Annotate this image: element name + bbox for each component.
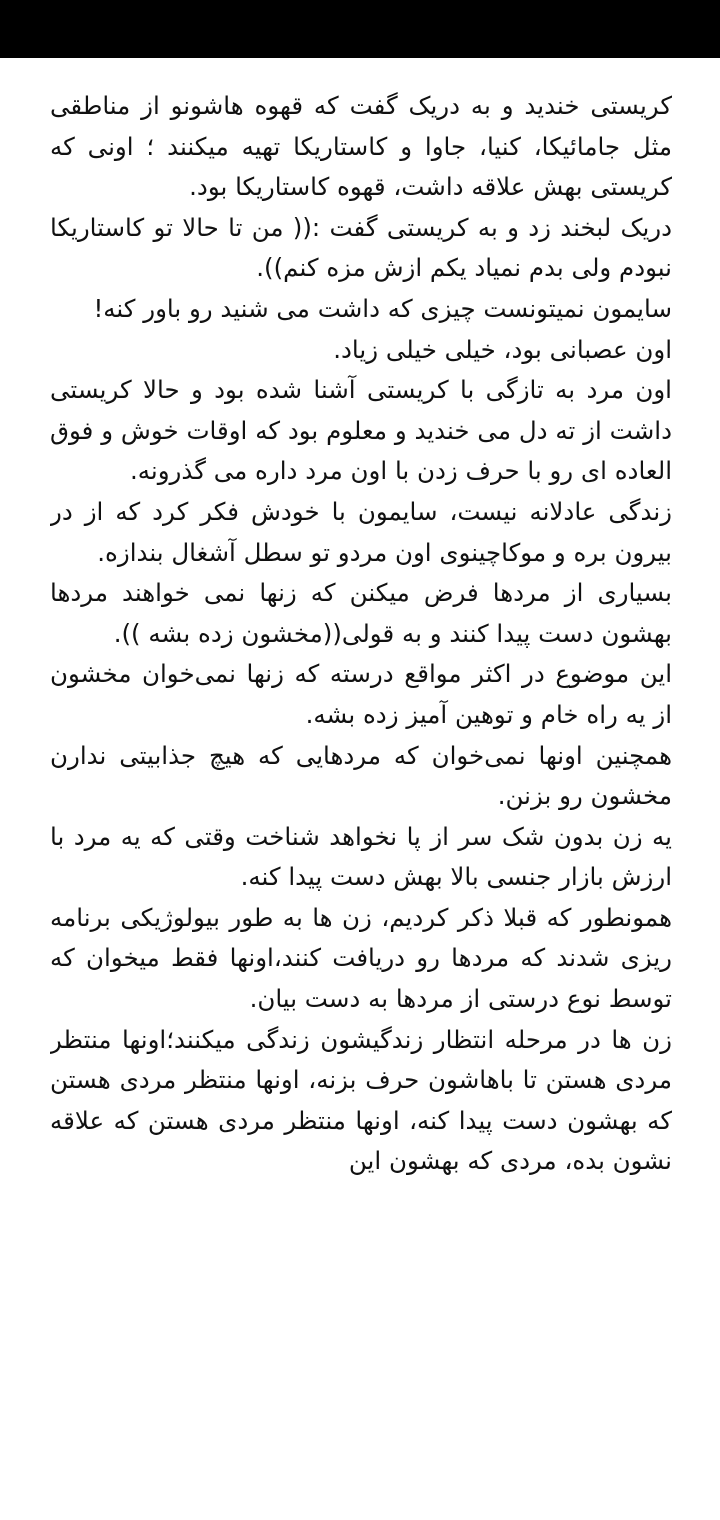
paragraph: این موضوع در اکثر مواقع درسته که زنها نمی‌خوان مخشون از یه راه خام و توهین آمیز زده بشه. [50,659,672,729]
paragraph: کریستی خندید و به دریک گفت که قهوه هاشونو از مناطقی مثل جامائیکا، کنیا، جاوا و کاستاریکا تهیه میکنند ؛ اونی که کریستی بهش علاقه داشت، قهوه کاستاریکا بود. [50,91,672,202]
paragraph: زن ها در مرحله انتظار زندگیشون زندگی میکنند؛اونها منتظر مردی هستن تا باهاشون حرف بزنه، اونها منتظر مردی هستن که بهشون دست پیدا کنه، اونها منتظر مردی هستن که علاقه نشون بده، مردی که بهشون این [50,1024,672,1176]
paragraph: اون عصبانی بود، خیلی خیلی زیاد. [333,334,672,364]
paragraph: اون مرد به تازگی با کریستی آشنا شده بود و حالا کریستی داشت از ته دل می خندید و معلوم بود که اوقات خوش و فوق العاده ای رو با حرف زدن با اون مرد داره می گذرونه. [50,375,672,486]
paragraph: همونطور که قبلا ذکر کردیم، زن ها به طور بیولوژیکی برنامه ریزی شدند که مردها رو دریافت کنند،اونها فقط میخوان که توسط نوع درستی از مردها به دست بیان. [50,902,672,1014]
paragraph: زندگی عادلانه نیست، سایمون با خودش فکر کرد که از در بیرون بره و موکاچینوی اون مردو تو سطل آشغال بندازه. [50,496,672,567]
status-bar [0,0,720,58]
paragraph: بسیاری از مردها فرض میکنن که زنها نمی خواهند مردها بهشون دست پیدا کنند و به قولی((مخشون زده بشه )). [50,578,672,648]
reader-content[interactable] [50,86,672,1520]
paragraph: همچنین اونها نمی‌خوان که مردهایی که هیچ جذابیتی ندارن مخشون رو بزنن. [50,740,672,811]
paragraph: دریک لبخند زد و به کریستی گفت :(( من تا حالا تو کاستاریکا نبودم ولی بدم نمیاد یکم ازش مزه کنم)). [50,212,672,283]
paragraph: سایمون نمیتونست چیزی که داشت می شنید رو باور کنه! [93,293,672,323]
paragraph: یه زن بدون شک سر از پا نخواهد شناخت وقتی که یه مرد با ارزش بازار جنسی بالا بهش دست پیدا کنه. [50,821,672,892]
